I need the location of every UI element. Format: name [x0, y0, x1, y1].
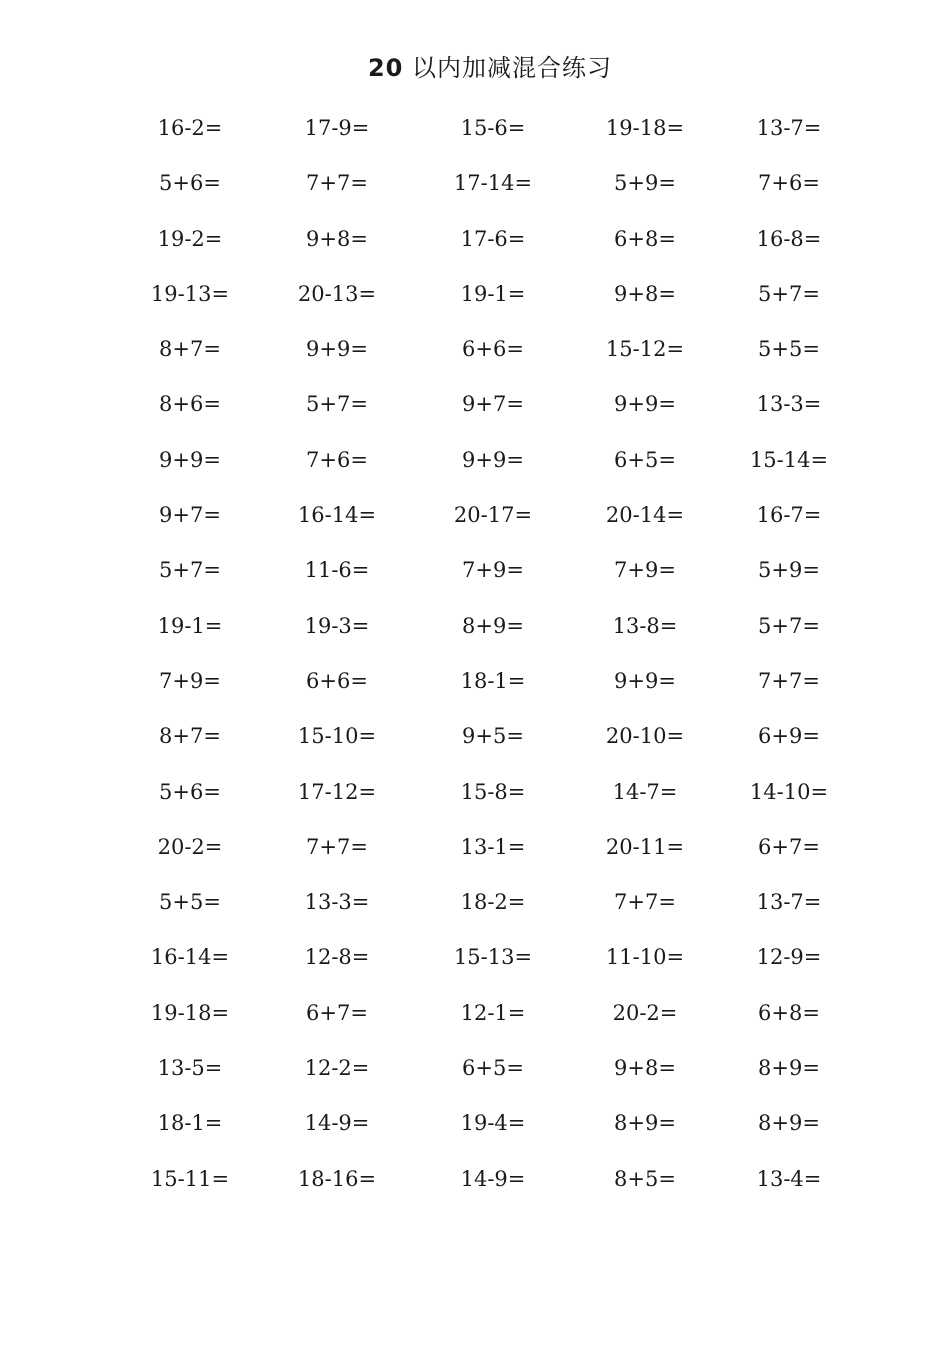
math-problem: 19-4= [460, 1111, 526, 1136]
math-problem: 16-7= [756, 503, 822, 528]
math-problem: 12-9= [756, 945, 822, 970]
math-problem: 13-1= [460, 834, 526, 859]
math-problem: 6+6= [462, 337, 524, 362]
math-problem: 9+9= [614, 668, 676, 693]
math-problem: 7+7= [614, 890, 676, 915]
math-problem: 14-10= [749, 779, 829, 804]
problem-row [0, 550, 950, 605]
math-problem: 6+5= [462, 1056, 524, 1081]
math-problem: 20-2= [612, 1000, 678, 1025]
problem-row [0, 219, 950, 274]
math-problem: 6+6= [306, 668, 368, 693]
math-problem: 13-3= [756, 392, 822, 417]
math-problem: 6+9= [758, 724, 820, 749]
problem-row [0, 163, 950, 218]
math-problem: 6+5= [614, 447, 676, 472]
math-problem: 12-2= [304, 1056, 370, 1081]
math-problem: 7+6= [306, 447, 368, 472]
math-problem: 13-7= [756, 116, 822, 140]
math-problem: 17-14= [453, 171, 533, 196]
math-problem: 18-16= [297, 1166, 377, 1191]
math-problem: 20-2= [157, 834, 223, 859]
title-number: 20 [367, 54, 404, 82]
math-problem: 15-6= [460, 116, 526, 140]
math-problem: 19-18= [150, 1000, 230, 1025]
math-problem: 9+9= [614, 392, 676, 417]
math-problem: 16-2= [157, 116, 223, 140]
math-problem: 6+7= [306, 1000, 368, 1025]
math-problem: 9+7= [462, 392, 524, 417]
math-problem: 20-17= [453, 503, 533, 528]
problem-row [0, 993, 950, 1048]
math-problem: 15-11= [150, 1166, 230, 1191]
math-problem: 8+9= [758, 1111, 820, 1136]
math-problem: 5+7= [306, 392, 368, 417]
math-problem: 16-8= [756, 226, 822, 251]
math-problem: 6+8= [758, 1000, 820, 1025]
math-problem: 18-1= [460, 668, 526, 693]
math-problem: 9+9= [462, 447, 524, 472]
problem-row [0, 108, 950, 163]
math-problem: 15-14= [749, 447, 829, 472]
problem-row [0, 716, 950, 771]
math-problem: 13-4= [756, 1166, 822, 1191]
problem-row [0, 827, 950, 882]
problem-row [0, 1159, 950, 1214]
math-problem: 15-10= [297, 724, 377, 749]
math-problem: 5+7= [758, 613, 820, 638]
math-problem: 19-18= [605, 116, 685, 140]
problem-row [0, 440, 950, 495]
math-problem: 7+6= [758, 171, 820, 196]
math-problem: 20-10= [605, 724, 685, 749]
math-problem: 5+5= [758, 337, 820, 362]
math-problem: 19-13= [150, 281, 230, 306]
math-problem: 8+9= [462, 613, 524, 638]
math-problem: 8+9= [614, 1111, 676, 1136]
math-problem: 19-3= [304, 613, 370, 638]
math-problem: 20-14= [605, 503, 685, 528]
page-title [0, 48, 950, 83]
problem-row [0, 329, 950, 384]
problem-grid [0, 108, 950, 1214]
math-problem: 8+5= [614, 1166, 676, 1191]
problem-row [0, 661, 950, 716]
math-problem: 5+5= [159, 890, 221, 915]
math-problem: 18-1= [157, 1111, 223, 1136]
math-problem: 8+7= [159, 724, 221, 749]
math-problem: 7+9= [462, 558, 524, 583]
problem-row [0, 882, 950, 937]
math-problem: 17-12= [297, 779, 377, 804]
math-problem: 12-8= [304, 945, 370, 970]
math-problem: 9+7= [159, 503, 221, 528]
math-problem: 9+8= [614, 281, 676, 306]
math-problem: 14-9= [304, 1111, 370, 1136]
math-problem: 5+7= [159, 558, 221, 583]
problem-row [0, 384, 950, 439]
math-problem: 9+8= [306, 226, 368, 251]
math-problem: 6+8= [614, 226, 676, 251]
math-problem: 8+9= [758, 1056, 820, 1081]
math-problem: 17-6= [460, 226, 526, 251]
math-problem: 19-1= [157, 613, 223, 638]
math-problem: 7+7= [758, 668, 820, 693]
math-problem: 12-1= [460, 1000, 526, 1025]
math-problem: 15-12= [605, 337, 685, 362]
math-problem: 16-14= [150, 945, 230, 970]
math-problem: 9+9= [159, 447, 221, 472]
math-problem: 6+7= [758, 834, 820, 859]
math-problem: 5+7= [758, 281, 820, 306]
math-problem: 13-5= [157, 1056, 223, 1081]
math-problem: 7+7= [306, 171, 368, 196]
problem-row [0, 1103, 950, 1158]
problem-row [0, 1048, 950, 1103]
problem-row [0, 606, 950, 661]
problem-row [0, 937, 950, 992]
math-problem: 16-14= [297, 503, 377, 528]
math-problem: 7+7= [306, 834, 368, 859]
math-problem: 20-11= [605, 834, 685, 859]
math-problem: 9+8= [614, 1056, 676, 1081]
problem-row [0, 495, 950, 550]
math-problem: 18-2= [460, 890, 526, 915]
math-problem: 19-2= [157, 226, 223, 251]
math-problem: 20-13= [297, 281, 377, 306]
math-problem: 15-8= [460, 779, 526, 804]
math-problem: 13-7= [756, 890, 822, 915]
math-problem: 5+6= [159, 779, 221, 804]
math-problem: 13-8= [612, 613, 678, 638]
math-problem: 11-10= [605, 945, 685, 970]
math-problem: 5+9= [614, 171, 676, 196]
math-problem: 13-3= [304, 890, 370, 915]
math-problem: 5+6= [159, 171, 221, 196]
math-problem: 7+9= [159, 668, 221, 693]
math-problem: 7+9= [614, 558, 676, 583]
math-problem: 8+6= [159, 392, 221, 417]
title-text: 以内加减混合练习 [412, 54, 613, 82]
math-problem: 14-9= [460, 1166, 526, 1191]
problem-row [0, 274, 950, 329]
math-problem: 9+5= [462, 724, 524, 749]
math-problem: 15-13= [453, 945, 533, 970]
math-problem: 9+9= [306, 337, 368, 362]
math-problem: 5+9= [758, 558, 820, 583]
math-problem: 19-1= [460, 281, 526, 306]
math-problem: 8+7= [159, 337, 221, 362]
problem-row [0, 772, 950, 827]
math-problem: 17-9= [304, 116, 370, 140]
math-problem: 14-7= [612, 779, 678, 804]
math-problem: 11-6= [304, 558, 370, 583]
